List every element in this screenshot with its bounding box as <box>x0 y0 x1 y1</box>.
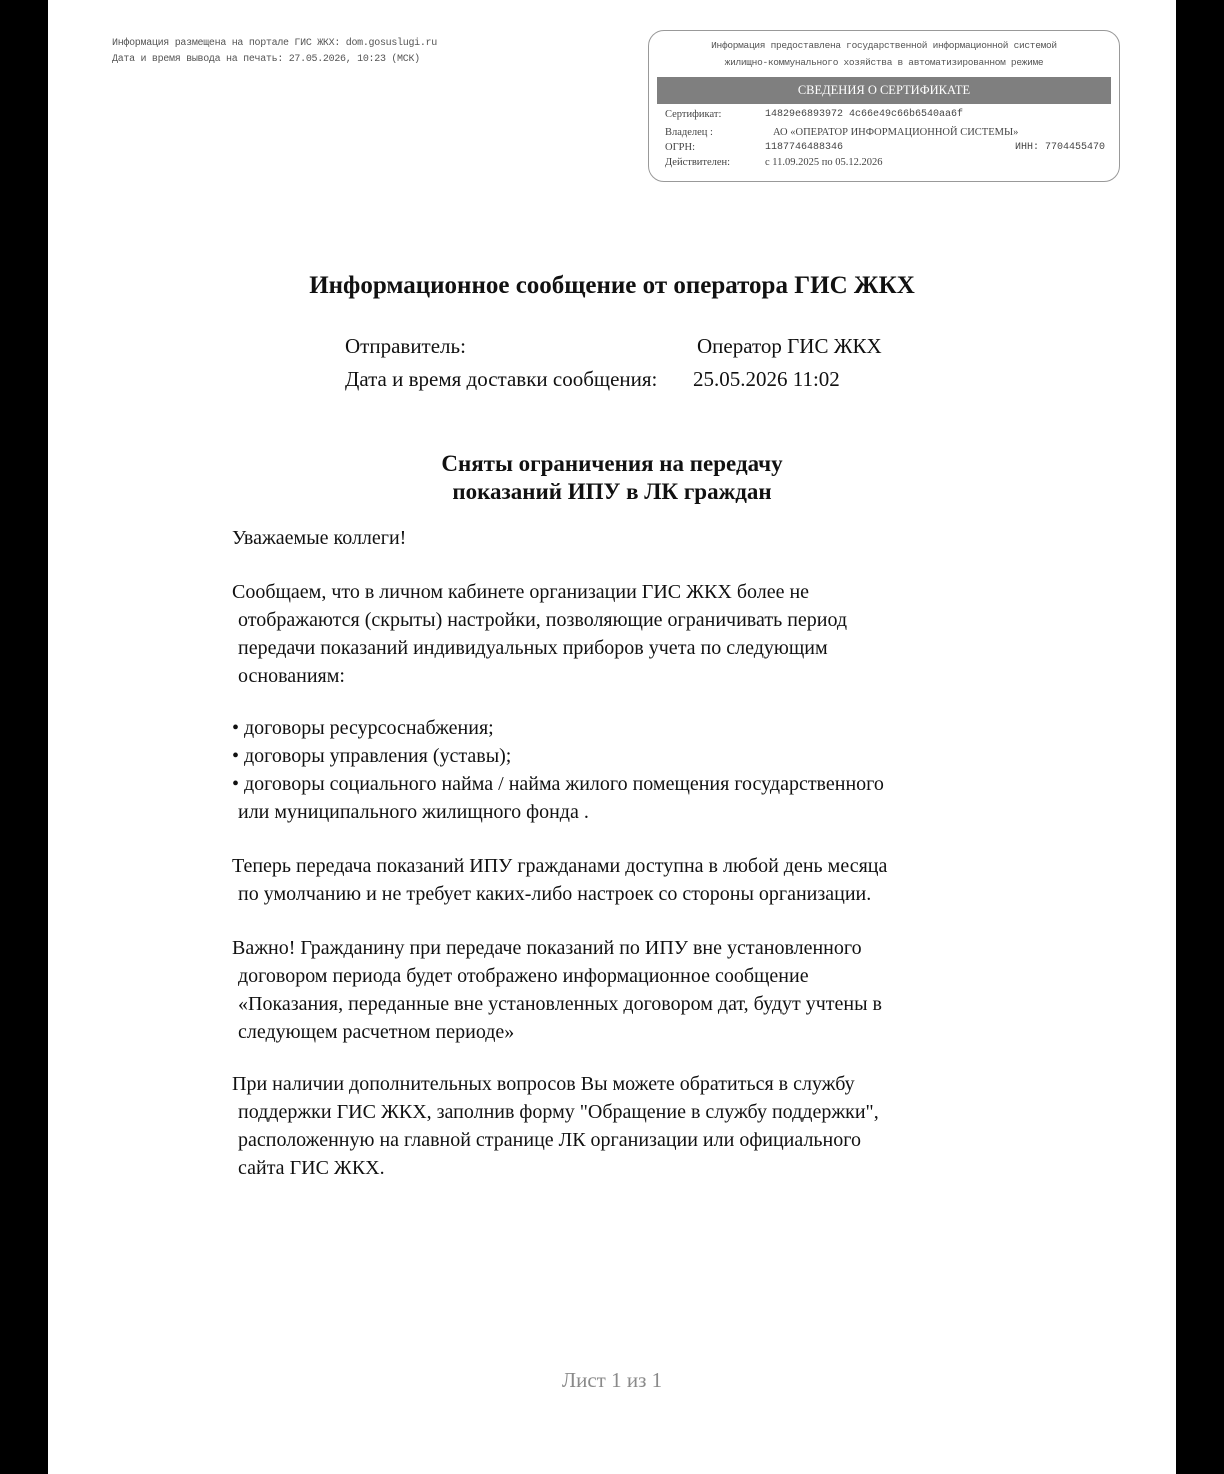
owner-value: АО «ОПЕРАТОР ИНФОРМАЦИОННОЙ СИСТЕМЫ» <box>773 127 1019 138</box>
paragraph-line: основаниям: <box>238 665 345 687</box>
validity-value: с 11.09.2025 по 05.12.2026 <box>765 157 883 168</box>
paragraph-2 <box>232 852 992 908</box>
paragraph-line: передачи показаний индивидуальных приборов учета по следующим <box>238 637 828 659</box>
document-title: Информационное сообщение от оператора ГИС ЖКХ <box>309 272 915 299</box>
message-title-line: Сняты ограничения на передачу <box>441 451 783 476</box>
paragraph-line: Сообщаем, что в личном кабинете организации ГИС ЖКХ более не <box>232 581 810 603</box>
portal-print-info <box>112 36 437 68</box>
inn-value: ИНН: 7704455470 <box>1014 142 1105 153</box>
print-date-line: Дата и время вывода на печать: 27.05.2026, 10:23 (МСК) <box>112 54 420 65</box>
paragraph-line: «Показания, переданные вне установленных договором дат, будут учтены в <box>238 993 882 1015</box>
paragraph-line: Важно! Гражданину при передаче показаний по ИПУ вне установленного <box>232 937 862 959</box>
paragraph-3 <box>232 934 992 1046</box>
paragraph-line: договором периода будет отображено информационное сообщение <box>238 965 809 987</box>
greeting <box>232 524 992 552</box>
sender-label: Отправитель: <box>345 334 466 358</box>
message-title-line: показаний ИПУ в ЛК граждан <box>452 479 772 504</box>
list-item: • договоры социального найма / найма жилого помещения государственного <box>232 773 884 795</box>
validity-label: Действителен: <box>665 157 731 168</box>
paragraph-line: отображаются (скрыты) настройки, позволяющие ограничивать период <box>238 609 848 631</box>
list-item: • договоры управления (уставы); <box>232 745 512 767</box>
paragraph-4 <box>232 1070 992 1182</box>
ogrn-label: ОГРН: <box>665 142 695 153</box>
certificate-intro-line: Информация предоставлена государственной информационной системой <box>711 40 1057 51</box>
paragraph-1 <box>232 578 992 690</box>
certificate-header: СВЕДЕНИЯ О СЕРТИФИКАТЕ <box>657 77 1111 104</box>
paragraph-line: При наличии дополнительных вопросов Вы можете обратиться в службу <box>232 1073 855 1095</box>
paragraph-line: следующем расчетном периоде» <box>238 1021 515 1043</box>
ogrn-value: 1187746488346 <box>765 142 844 153</box>
ogrn-row <box>665 142 1105 157</box>
owner-label: Владелец : <box>665 127 713 138</box>
page-number: Лист 1 из 1 <box>561 1368 663 1392</box>
validity-row <box>665 157 1105 172</box>
certificate-intro <box>649 37 1119 71</box>
paragraph-line: поддержки ГИС ЖКХ, заполнив форму "Обращение в службу поддержки", <box>238 1101 879 1123</box>
paragraph-line: сайта ГИС ЖКХ. <box>238 1157 385 1179</box>
certificate-stamp <box>648 30 1120 182</box>
bullet-list <box>232 714 992 826</box>
certificate-intro-line: жилищно-коммунального хозяйства в автоматизированном режиме <box>724 57 1044 68</box>
owner-row <box>665 127 1105 142</box>
paragraph-line: расположенную на главной странице ЛК организации или официального <box>238 1129 861 1151</box>
delivery-value: 25.05.2026 11:02 <box>693 367 840 391</box>
list-item: • договоры ресурсоснабжения; <box>232 717 494 739</box>
certificate-label: Сертификат: <box>665 109 722 120</box>
sender-value: Оператор ГИС ЖКХ <box>697 334 882 358</box>
paragraph-line: по умолчанию и не требует каких-либо настроек со стороны организации. <box>238 883 872 905</box>
paragraph-line: Теперь передача показаний ИПУ гражданами доступна в любой день месяца <box>232 855 888 877</box>
message-title <box>48 450 1176 506</box>
delivery-label: Дата и время доставки сообщения: <box>345 367 658 391</box>
greeting-text: Уважаемые коллеги! <box>232 527 407 549</box>
certificate-row <box>665 109 1105 124</box>
certificate-value: 14829e6893972 4c66e49c66b6540aa6f <box>765 109 964 120</box>
list-item: или муниципального жилищного фонда . <box>238 801 589 823</box>
portal-info-line: Информация размещена на портале ГИС ЖКХ: dom.gosuslugi.ru <box>112 38 437 49</box>
document-page <box>48 0 1176 1474</box>
